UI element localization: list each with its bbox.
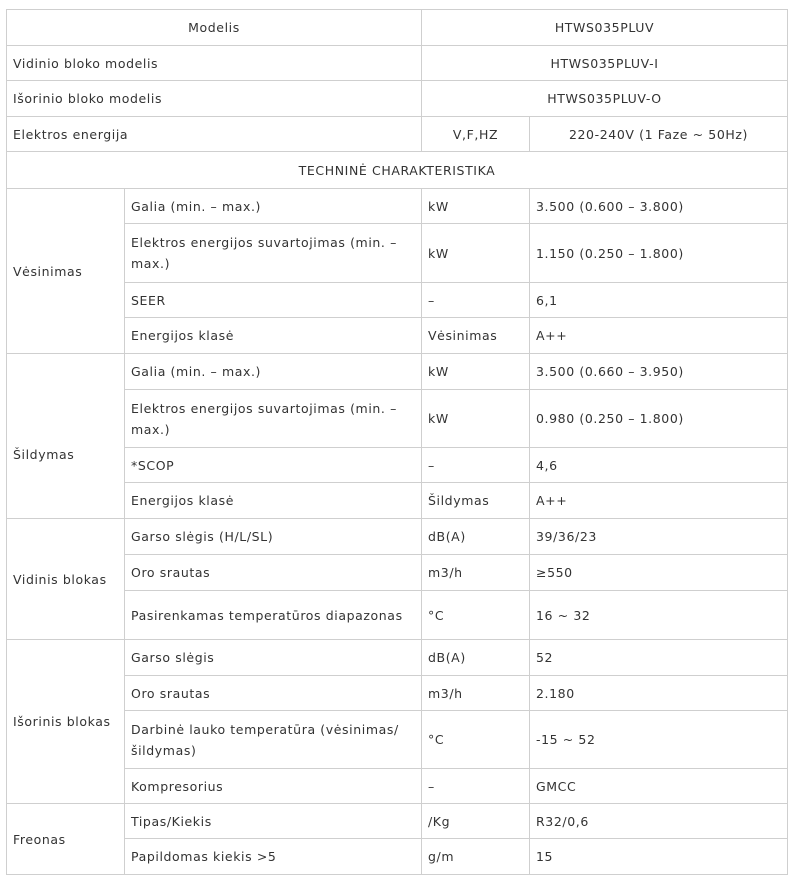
outdoor-model-row xyxy=(7,81,788,117)
power-unit: V,F,HZ xyxy=(422,117,530,152)
unit-cell: °C xyxy=(422,711,530,769)
group-label-refrigerant: Freonas xyxy=(7,804,125,875)
section-title: TECHNINĖ CHARAKTERISTIKA xyxy=(7,152,788,189)
param-cell: Garso slėgis xyxy=(125,640,422,676)
table-row xyxy=(7,676,788,711)
value-cell: A++ xyxy=(530,483,788,519)
header-label: Modelis xyxy=(7,10,422,46)
param-cell: Kompresorius xyxy=(125,769,422,804)
value-cell: 2.180 xyxy=(530,676,788,711)
value-cell: 1.150 (0.250 – 1.800) xyxy=(530,224,788,283)
indoor-model-label: Vidinio bloko modelis xyxy=(7,46,422,81)
table-row xyxy=(7,283,788,318)
table-row xyxy=(7,839,788,875)
value-cell: 15 xyxy=(530,839,788,875)
table-row xyxy=(7,189,788,224)
value-cell: 16 ~ 32 xyxy=(530,591,788,640)
value-cell: ≥550 xyxy=(530,555,788,591)
unit-cell: Vėsinimas xyxy=(422,318,530,354)
unit-cell: Šildymas xyxy=(422,483,530,519)
unit-cell: kW xyxy=(422,390,530,448)
value-cell: -15 ~ 52 xyxy=(530,711,788,769)
table-row xyxy=(7,483,788,519)
table-row xyxy=(7,519,788,555)
unit-cell: kW xyxy=(422,224,530,283)
value-cell: 6,1 xyxy=(530,283,788,318)
param-cell: Oro srautas xyxy=(125,555,422,591)
param-cell: Oro srautas xyxy=(125,676,422,711)
section-title-row xyxy=(7,152,788,189)
table-row xyxy=(7,224,788,283)
group-label-outdoor-unit: Išorinis blokas xyxy=(7,640,125,804)
value-cell: 3.500 (0.600 – 3.800) xyxy=(530,189,788,224)
value-cell: 3.500 (0.660 – 3.950) xyxy=(530,354,788,390)
unit-cell: – xyxy=(422,769,530,804)
param-cell: Elektros energijos suvartojimas (min. – max.) xyxy=(125,224,422,283)
param-cell: SEER xyxy=(125,283,422,318)
unit-cell: kW xyxy=(422,354,530,390)
param-cell: Darbinė lauko temperatūra (vėsinimas/ šildymas) xyxy=(125,711,422,769)
table-row xyxy=(7,804,788,839)
table-row xyxy=(7,711,788,769)
table-row xyxy=(7,591,788,640)
table-row xyxy=(7,390,788,448)
param-cell: Papildomas kiekis >5 xyxy=(125,839,422,875)
param-cell: Energijos klasė xyxy=(125,318,422,354)
indoor-model-row xyxy=(7,46,788,81)
unit-cell: °C xyxy=(422,591,530,640)
header-row xyxy=(7,10,788,46)
param-cell: Energijos klasė xyxy=(125,483,422,519)
unit-cell: dB(A) xyxy=(422,519,530,555)
value-cell: 4,6 xyxy=(530,448,788,483)
unit-cell: – xyxy=(422,448,530,483)
value-cell: 52 xyxy=(530,640,788,676)
value-cell: 39/36/23 xyxy=(530,519,788,555)
outdoor-model-value: HTWS035PLUV-O xyxy=(422,81,788,117)
power-value: 220-240V (1 Faze ~ 50Hz) xyxy=(530,117,788,152)
unit-cell: kW xyxy=(422,189,530,224)
indoor-model-value: HTWS035PLUV-I xyxy=(422,46,788,81)
table-row xyxy=(7,640,788,676)
param-cell: *SCOP xyxy=(125,448,422,483)
unit-cell: m3/h xyxy=(422,555,530,591)
param-cell: Galia (min. – max.) xyxy=(125,189,422,224)
unit-cell: m3/h xyxy=(422,676,530,711)
table-row xyxy=(7,354,788,390)
unit-cell: /Kg xyxy=(422,804,530,839)
param-cell: Pasirenkamas temperatūros diapazonas xyxy=(125,591,422,640)
group-label-heating: Šildymas xyxy=(7,354,125,519)
unit-cell: g/m xyxy=(422,839,530,875)
spec-table xyxy=(6,9,788,875)
unit-cell: – xyxy=(422,283,530,318)
group-label-indoor-unit: Vidinis blokas xyxy=(7,519,125,640)
power-row xyxy=(7,117,788,152)
table-row xyxy=(7,448,788,483)
power-label: Elektros energija xyxy=(7,117,422,152)
table-row xyxy=(7,318,788,354)
param-cell: Tipas/Kiekis xyxy=(125,804,422,839)
value-cell: 0.980 (0.250 – 1.800) xyxy=(530,390,788,448)
value-cell: R32/0,6 xyxy=(530,804,788,839)
unit-cell: dB(A) xyxy=(422,640,530,676)
table-row xyxy=(7,769,788,804)
group-label-cooling: Vėsinimas xyxy=(7,189,125,354)
table-row xyxy=(7,555,788,591)
value-cell: GMCC xyxy=(530,769,788,804)
param-cell: Elektros energijos suvartojimas (min. – max.) xyxy=(125,390,422,448)
header-model: HTWS035PLUV xyxy=(422,10,788,46)
param-cell: Garso slėgis (H/L/SL) xyxy=(125,519,422,555)
outdoor-model-label: Išorinio bloko modelis xyxy=(7,81,422,117)
value-cell: A++ xyxy=(530,318,788,354)
param-cell: Galia (min. – max.) xyxy=(125,354,422,390)
